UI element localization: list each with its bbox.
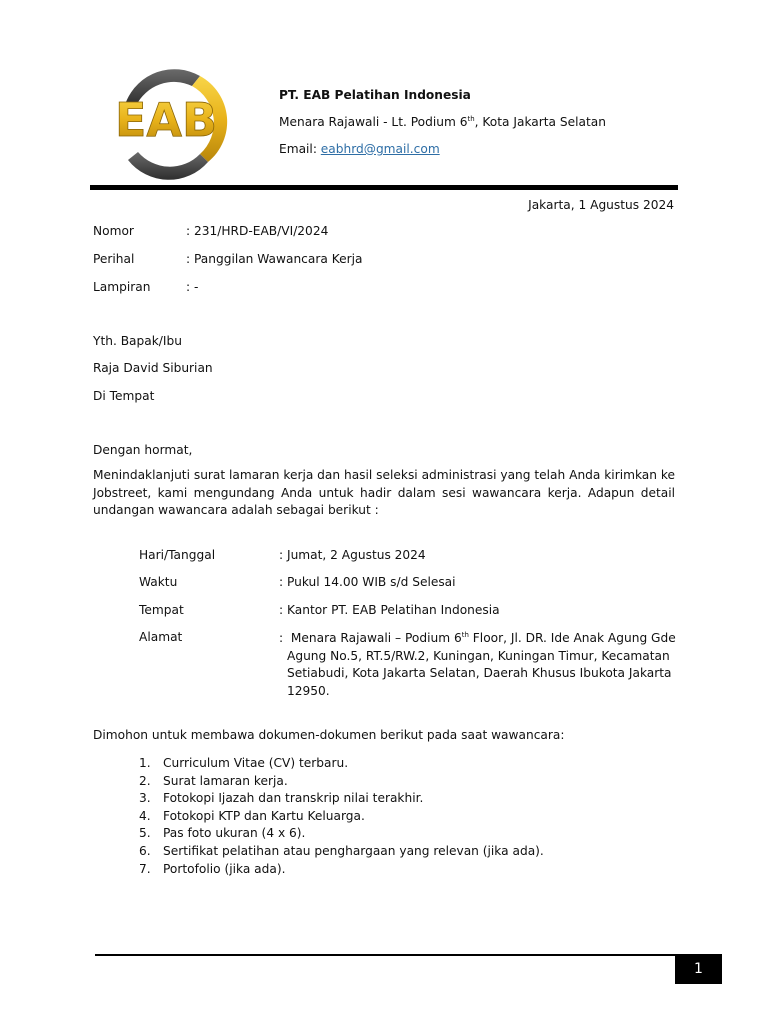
footer-divider — [95, 954, 675, 956]
list-item: 3. Fotokopi Ijazah dan transkrip nilai terakhir. — [139, 791, 424, 806]
list-item: 6. Sertifikat pelatihan atau penghargaan yang relevan (jika ada). — [139, 843, 544, 858]
eab-logo-graphic — [88, 62, 244, 180]
greeting: Dengan hormat, — [93, 443, 193, 457]
detail-label-time: Waktu — [139, 575, 178, 589]
company-logo — [88, 62, 244, 180]
meta-value-lampiran: : - — [186, 280, 199, 294]
company-address: Menara Rajawali - Lt. Podium 6th, Kota Jakarta Selatan — [279, 115, 606, 129]
recipient-place: Di Tempat — [93, 389, 155, 403]
detail-label-address: Alamat — [139, 630, 183, 644]
meta-label-perihal: Perihal — [93, 252, 135, 266]
header-divider — [90, 185, 678, 190]
page-number: 1 — [675, 954, 722, 984]
logo-text: EAB — [114, 93, 218, 147]
list-item: 7. Portofolio (jika ada). — [139, 861, 286, 876]
list-item: 1. Curriculum Vitae (CV) terbaru. — [139, 756, 349, 770]
recipient-salutation: Yth. Bapak/Ibu — [93, 334, 182, 348]
email-link[interactable]: eabhrd@gmail.com — [320, 142, 440, 156]
company-email: Email: eabhrd@gmail.com — [279, 142, 440, 156]
detail-value-date: : Jumat, 2 Agustus 2024 — [279, 548, 426, 562]
list-item: 2. Surat lamaran kerja. — [139, 773, 288, 788]
company-name: PT. EAB Pelatihan Indonesia — [279, 88, 471, 102]
meta-value-perihal: : Panggilan Wawancara Kerja — [186, 252, 363, 266]
list-item: 4. Fotokopi KTP dan Kartu Keluarga. — [139, 808, 365, 823]
list-item: 5. Pas foto ukuran (4 x 6). — [139, 826, 306, 841]
meta-value-nomor: : 231/HRD-EAB/VI/2024 — [186, 224, 329, 238]
letter-date: Jakarta, 1 Agustus 2024 — [528, 198, 674, 212]
detail-value-place: : Kantor PT. EAB Pelatihan Indonesia — [279, 603, 500, 617]
recipient-name: Raja David Siburian — [93, 361, 213, 375]
documents-list — [139, 755, 544, 878]
detail-label-date: Hari/Tanggal — [139, 548, 216, 562]
intro-paragraph: Menindaklanjuti surat lamaran kerja dan hasil seleksi administrasi yang telah Anda kirimkan ke Jobstreet, kami mengundang Anda untuk hadir dalam sesi wawancara kerja. Adapun detail undangan wawancara adalah sebagai berikut : — [93, 468, 675, 518]
detail-value-time: : Pukul 14.00 WIB s/d Selesai — [279, 575, 456, 589]
detail-value-address: : Menara Rajawali – Podium 6th Floor, Jl. DR. Ide Anak Agung Gde Agung No.5, RT.5/RW.2, Kuningan, Kuningan Timur, Kecamatan Setiabudi, Kota Jakarta Selatan, Daerah Khusus Ibukota Jakarta 12950. — [279, 631, 676, 698]
meta-label-nomor: Nomor — [93, 224, 134, 238]
meta-label-lampiran: Lampiran — [93, 280, 151, 294]
detail-label-place: Tempat — [139, 603, 184, 617]
documents-intro: Dimohon untuk membawa dokumen-dokumen berikut pada saat wawancara: — [93, 728, 565, 742]
